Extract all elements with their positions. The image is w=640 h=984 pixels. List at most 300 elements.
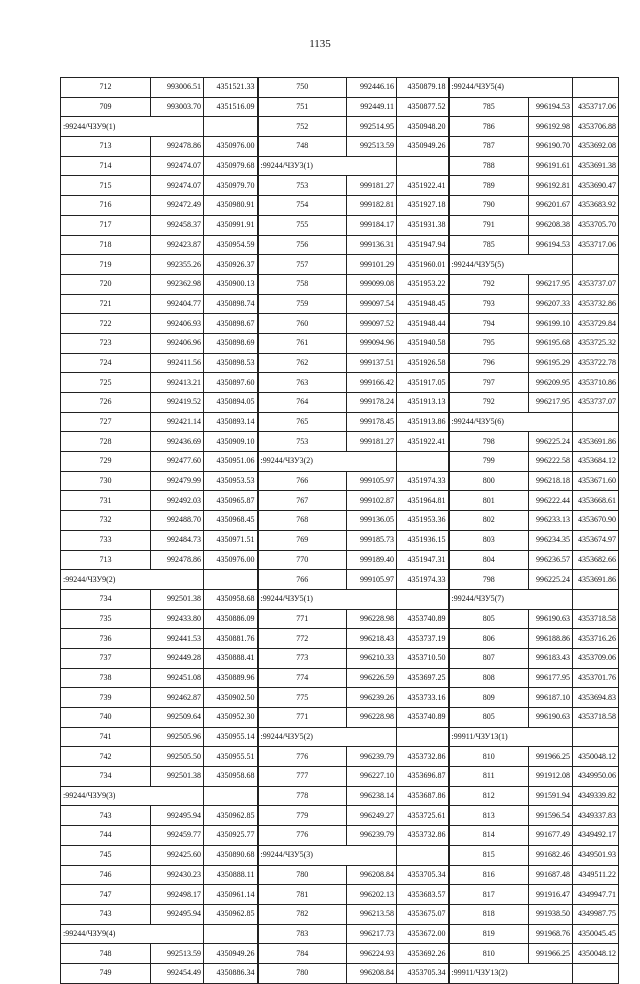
y-coordinate-cell: 4350888.41 <box>204 648 258 668</box>
point-number-cell: 805 <box>449 609 529 629</box>
y-coordinate-cell: 4350962.85 <box>204 806 258 826</box>
point-number-cell: 735 <box>61 609 151 629</box>
table-row <box>61 491 619 511</box>
y-coordinate-cell: 4351948.44 <box>397 314 449 334</box>
point-number-cell: 765 <box>258 412 347 432</box>
point-number-cell: 747 <box>61 885 151 905</box>
x-coordinate-cell: 992495.94 <box>151 806 204 826</box>
table-row <box>61 963 619 983</box>
x-coordinate-cell: 996208.38 <box>529 215 573 235</box>
point-number-cell: 720 <box>61 274 151 294</box>
y-coordinate-cell: 4349950.06 <box>573 767 619 787</box>
point-number-cell: 812 <box>449 786 529 806</box>
table-row <box>61 767 619 787</box>
y-coordinate-cell: 4353691.86 <box>573 570 619 590</box>
empty-cell <box>573 963 619 983</box>
x-coordinate-cell: 992513.59 <box>151 944 204 964</box>
y-coordinate-cell: 4353717.06 <box>573 97 619 117</box>
page-number: 1135 <box>309 38 331 50</box>
x-coordinate-cell: 996190.63 <box>529 708 573 728</box>
y-coordinate-cell: 4353740.89 <box>397 609 449 629</box>
y-coordinate-cell: 4353682.66 <box>573 550 619 570</box>
y-coordinate-cell: 4353697.25 <box>397 668 449 688</box>
y-coordinate-cell: 4353684.12 <box>573 452 619 472</box>
x-coordinate-cell: 992355.26 <box>151 255 204 275</box>
point-number-cell: 769 <box>258 530 347 550</box>
empty-cell <box>397 452 449 472</box>
point-number-cell: 813 <box>449 806 529 826</box>
point-number-cell: 754 <box>258 196 347 216</box>
x-coordinate-cell: 996225.24 <box>529 570 573 590</box>
point-number-cell: 721 <box>61 294 151 314</box>
x-coordinate-cell: 999184.17 <box>347 215 397 235</box>
point-number-cell: 717 <box>61 215 151 235</box>
y-coordinate-cell: 4350925.77 <box>204 826 258 846</box>
point-number-cell: 788 <box>449 156 529 176</box>
table-row <box>61 904 619 924</box>
table-row <box>61 471 619 491</box>
empty-cell <box>397 156 449 176</box>
x-coordinate-cell: 996217.95 <box>529 274 573 294</box>
point-number-cell: 764 <box>258 393 347 413</box>
point-number-cell: 806 <box>449 629 529 649</box>
x-coordinate-cell: 992474.07 <box>151 176 204 196</box>
point-number-cell: 792 <box>449 274 529 294</box>
x-coordinate-cell: 996188.86 <box>529 629 573 649</box>
table-row <box>61 648 619 668</box>
y-coordinate-cell: 4353709.06 <box>573 648 619 668</box>
point-number-cell: 713 <box>61 550 151 570</box>
point-number-cell: 801 <box>449 491 529 511</box>
x-coordinate-cell: 992492.03 <box>151 491 204 511</box>
y-coordinate-cell: 4350962.85 <box>204 904 258 924</box>
y-coordinate-cell: 4351913.86 <box>397 412 449 432</box>
point-number-cell: 776 <box>258 747 347 767</box>
table-row <box>61 452 619 472</box>
y-coordinate-cell: 4349947.71 <box>573 885 619 905</box>
y-coordinate-cell: 4353672.00 <box>397 924 449 944</box>
point-number-cell: 810 <box>449 944 529 964</box>
y-coordinate-cell: 4350980.91 <box>204 196 258 216</box>
table-row <box>61 137 619 157</box>
table-row <box>61 78 619 98</box>
y-coordinate-cell: 4350898.53 <box>204 353 258 373</box>
parcel-label-cell: :99244/ЧЗУ9(2) <box>61 570 204 590</box>
y-coordinate-cell: 4351974.33 <box>397 471 449 491</box>
x-coordinate-cell: 996236.57 <box>529 550 573 570</box>
y-coordinate-cell: 4353683.92 <box>573 196 619 216</box>
point-number-cell: 773 <box>258 648 347 668</box>
y-coordinate-cell: 4350965.87 <box>204 491 258 511</box>
x-coordinate-cell: 992513.59 <box>347 137 397 157</box>
parcel-label-cell: :99244/ЧЗУ5(7) <box>449 589 573 609</box>
y-coordinate-cell: 4350898.69 <box>204 333 258 353</box>
table-row <box>61 727 619 747</box>
point-number-cell: 759 <box>258 294 347 314</box>
table-row <box>61 708 619 728</box>
x-coordinate-cell: 991938.50 <box>529 904 573 924</box>
point-number-cell: 715 <box>61 176 151 196</box>
point-number-cell: 718 <box>61 235 151 255</box>
y-coordinate-cell: 4350045.45 <box>573 924 619 944</box>
point-number-cell: 776 <box>258 826 347 846</box>
point-number-cell: 795 <box>449 333 529 353</box>
x-coordinate-cell: 996239.79 <box>347 826 397 846</box>
point-number-cell: 742 <box>61 747 151 767</box>
x-coordinate-cell: 991687.48 <box>529 865 573 885</box>
table-row <box>61 333 619 353</box>
x-coordinate-cell: 996222.44 <box>529 491 573 511</box>
point-number-cell: 757 <box>258 255 347 275</box>
parcel-label-cell: :99244/ЧЗУ5(4) <box>449 78 573 98</box>
point-number-cell: 760 <box>258 314 347 334</box>
y-coordinate-cell: 4353710.50 <box>397 648 449 668</box>
table-row <box>61 176 619 196</box>
point-number-cell: 744 <box>61 826 151 846</box>
point-number-cell: 817 <box>449 885 529 905</box>
x-coordinate-cell: 992478.86 <box>151 137 204 157</box>
y-coordinate-cell: 4353705.34 <box>397 865 449 885</box>
table-row <box>61 786 619 806</box>
x-coordinate-cell: 992509.64 <box>151 708 204 728</box>
table-row <box>61 845 619 865</box>
x-coordinate-cell: 992441.53 <box>151 629 204 649</box>
y-coordinate-cell: 4351931.38 <box>397 215 449 235</box>
point-number-cell: 763 <box>258 373 347 393</box>
y-coordinate-cell: 4350976.00 <box>204 550 258 570</box>
x-coordinate-cell: 999097.52 <box>347 314 397 334</box>
y-coordinate-cell: 4350902.50 <box>204 688 258 708</box>
parcel-label-cell: :99244/ЧЗУ3(2) <box>258 452 397 472</box>
x-coordinate-cell: 992451.08 <box>151 668 204 688</box>
parcel-label-cell: :99244/ЧЗУ5(2) <box>258 727 397 747</box>
x-coordinate-cell: 992411.56 <box>151 353 204 373</box>
x-coordinate-cell: 999185.73 <box>347 530 397 550</box>
x-coordinate-cell: 992477.60 <box>151 452 204 472</box>
x-coordinate-cell: 996234.35 <box>529 530 573 550</box>
point-number-cell: 752 <box>258 117 347 137</box>
x-coordinate-cell: 992404.77 <box>151 294 204 314</box>
point-number-cell: 808 <box>449 668 529 688</box>
point-number-cell: 743 <box>61 806 151 826</box>
y-coordinate-cell: 4353725.32 <box>573 333 619 353</box>
y-coordinate-cell: 4350948.20 <box>397 117 449 137</box>
x-coordinate-cell: 992433.80 <box>151 609 204 629</box>
y-coordinate-cell: 4350886.09 <box>204 609 258 629</box>
x-coordinate-cell: 996213.58 <box>347 904 397 924</box>
y-coordinate-cell: 4350953.53 <box>204 471 258 491</box>
table-row <box>61 589 619 609</box>
y-coordinate-cell: 4350877.52 <box>397 97 449 117</box>
point-number-cell: 798 <box>449 570 529 590</box>
point-number-cell: 804 <box>449 550 529 570</box>
parcel-label-cell: :99244/ЧЗУ9(1) <box>61 117 204 137</box>
y-coordinate-cell: 4353732.86 <box>573 294 619 314</box>
y-coordinate-cell: 4353683.57 <box>397 885 449 905</box>
point-number-cell: 739 <box>61 688 151 708</box>
table-row <box>61 255 619 275</box>
y-coordinate-cell: 4350958.68 <box>204 589 258 609</box>
y-coordinate-cell: 4350909.10 <box>204 432 258 452</box>
point-number-cell: 746 <box>61 865 151 885</box>
y-coordinate-cell: 4350955.14 <box>204 727 258 747</box>
y-coordinate-cell: 4350951.06 <box>204 452 258 472</box>
point-number-cell: 783 <box>258 924 347 944</box>
y-coordinate-cell: 4351953.36 <box>397 511 449 531</box>
table-row <box>61 97 619 117</box>
point-number-cell: 756 <box>258 235 347 255</box>
y-coordinate-cell: 4351960.01 <box>397 255 449 275</box>
y-coordinate-cell: 4350971.51 <box>204 530 258 550</box>
x-coordinate-cell: 992419.52 <box>151 393 204 413</box>
y-coordinate-cell: 4353705.34 <box>397 963 449 983</box>
parcel-label-cell: :99911/ЧЗУ13(1) <box>449 727 573 747</box>
x-coordinate-cell: 996187.10 <box>529 688 573 708</box>
table-row <box>61 393 619 413</box>
coordinates-table <box>60 77 619 984</box>
empty-cell <box>204 924 258 944</box>
x-coordinate-cell: 992501.38 <box>151 767 204 787</box>
point-number-cell: 750 <box>258 78 347 98</box>
y-coordinate-cell: 4353670.90 <box>573 511 619 531</box>
x-coordinate-cell: 991966.25 <box>529 944 573 964</box>
y-coordinate-cell: 4350949.26 <box>204 944 258 964</box>
table-row <box>61 609 619 629</box>
table-row <box>61 314 619 334</box>
table-row <box>61 668 619 688</box>
y-coordinate-cell: 4350968.45 <box>204 511 258 531</box>
x-coordinate-cell: 996210.33 <box>347 648 397 668</box>
y-coordinate-cell: 4353733.16 <box>397 688 449 708</box>
x-coordinate-cell: 992459.77 <box>151 826 204 846</box>
parcel-label-cell: :99244/ЧЗУ5(1) <box>258 589 397 609</box>
point-number-cell: 736 <box>61 629 151 649</box>
x-coordinate-cell: 999099.08 <box>347 274 397 294</box>
point-number-cell: 762 <box>258 353 347 373</box>
y-coordinate-cell: 4350958.68 <box>204 767 258 787</box>
x-coordinate-cell: 996228.98 <box>347 609 397 629</box>
y-coordinate-cell: 4350979.68 <box>204 156 258 176</box>
point-number-cell: 766 <box>258 570 347 590</box>
point-number-cell: 790 <box>449 196 529 216</box>
x-coordinate-cell: 992449.11 <box>347 97 397 117</box>
point-number-cell: 798 <box>449 432 529 452</box>
x-coordinate-cell: 991916.47 <box>529 885 573 905</box>
point-number-cell: 781 <box>258 885 347 905</box>
parcel-label-cell: :99244/ЧЗУ3(1) <box>258 156 397 176</box>
x-coordinate-cell: 992362.98 <box>151 274 204 294</box>
y-coordinate-cell: 4353725.61 <box>397 806 449 826</box>
point-number-cell: 809 <box>449 688 529 708</box>
point-number-cell: 714 <box>61 156 151 176</box>
x-coordinate-cell: 992458.37 <box>151 215 204 235</box>
point-number-cell: 792 <box>449 393 529 413</box>
parcel-label-cell: :99244/ЧЗУ9(4) <box>61 924 204 944</box>
x-coordinate-cell: 996192.81 <box>529 176 573 196</box>
point-number-cell: 777 <box>258 767 347 787</box>
x-coordinate-cell: 993006.51 <box>151 78 204 98</box>
x-coordinate-cell: 996227.10 <box>347 767 397 787</box>
y-coordinate-cell: 4349987.75 <box>573 904 619 924</box>
x-coordinate-cell: 996238.14 <box>347 786 397 806</box>
point-number-cell: 818 <box>449 904 529 924</box>
x-coordinate-cell: 996190.63 <box>529 609 573 629</box>
point-number-cell: 785 <box>449 235 529 255</box>
point-number-cell: 713 <box>61 137 151 157</box>
y-coordinate-cell: 4350889.96 <box>204 668 258 688</box>
point-number-cell: 816 <box>449 865 529 885</box>
x-coordinate-cell: 996201.67 <box>529 196 573 216</box>
y-coordinate-cell: 4353668.61 <box>573 491 619 511</box>
x-coordinate-cell: 996228.98 <box>347 708 397 728</box>
empty-cell <box>573 727 619 747</box>
x-coordinate-cell: 992423.87 <box>151 235 204 255</box>
table-row <box>61 550 619 570</box>
table-row <box>61 156 619 176</box>
table-row <box>61 806 619 826</box>
x-coordinate-cell: 999102.87 <box>347 491 397 511</box>
parcel-label-cell: :99244/ЧЗУ5(5) <box>449 255 573 275</box>
y-coordinate-cell: 4350976.00 <box>204 137 258 157</box>
point-number-cell: 743 <box>61 904 151 924</box>
y-coordinate-cell: 4351940.58 <box>397 333 449 353</box>
x-coordinate-cell: 999189.40 <box>347 550 397 570</box>
point-number-cell: 791 <box>449 215 529 235</box>
x-coordinate-cell: 996192.98 <box>529 117 573 137</box>
y-coordinate-cell: 4353694.83 <box>573 688 619 708</box>
x-coordinate-cell: 996249.27 <box>347 806 397 826</box>
y-coordinate-cell: 4351947.94 <box>397 235 449 255</box>
y-coordinate-cell: 4353717.06 <box>573 235 619 255</box>
x-coordinate-cell: 992425.60 <box>151 845 204 865</box>
y-coordinate-cell: 4353732.86 <box>397 826 449 846</box>
y-coordinate-cell: 4351922.41 <box>397 176 449 196</box>
x-coordinate-cell: 991912.08 <box>529 767 573 787</box>
table-row <box>61 629 619 649</box>
y-coordinate-cell: 4350890.68 <box>204 845 258 865</box>
x-coordinate-cell: 996233.13 <box>529 511 573 531</box>
y-coordinate-cell: 4350886.34 <box>204 963 258 983</box>
y-coordinate-cell: 4351964.81 <box>397 491 449 511</box>
x-coordinate-cell: 999101.29 <box>347 255 397 275</box>
y-coordinate-cell: 4351927.18 <box>397 196 449 216</box>
empty-cell <box>204 786 258 806</box>
y-coordinate-cell: 4353690.47 <box>573 176 619 196</box>
x-coordinate-cell: 996222.58 <box>529 452 573 472</box>
parcel-label-cell: :99244/ЧЗУ9(3) <box>61 786 204 806</box>
y-coordinate-cell: 4353737.07 <box>573 393 619 413</box>
table-row <box>61 412 619 432</box>
x-coordinate-cell: 991968.76 <box>529 924 573 944</box>
point-number-cell: 778 <box>258 786 347 806</box>
table-row <box>61 353 619 373</box>
x-coordinate-cell: 999136.31 <box>347 235 397 255</box>
x-coordinate-cell: 992505.96 <box>151 727 204 747</box>
point-number-cell: 775 <box>258 688 347 708</box>
empty-cell <box>204 570 258 590</box>
point-number-cell: 814 <box>449 826 529 846</box>
x-coordinate-cell: 996224.93 <box>347 944 397 964</box>
x-coordinate-cell: 996207.33 <box>529 294 573 314</box>
point-number-cell: 748 <box>61 944 151 964</box>
y-coordinate-cell: 4353722.78 <box>573 353 619 373</box>
y-coordinate-cell: 4350900.13 <box>204 274 258 294</box>
x-coordinate-cell: 991682.46 <box>529 845 573 865</box>
x-coordinate-cell: 996195.29 <box>529 353 573 373</box>
point-number-cell: 774 <box>258 668 347 688</box>
y-coordinate-cell: 4353691.86 <box>573 432 619 452</box>
y-coordinate-cell: 4349501.93 <box>573 845 619 865</box>
point-number-cell: 723 <box>61 333 151 353</box>
x-coordinate-cell: 992413.21 <box>151 373 204 393</box>
parcel-label-cell: :99911/ЧЗУ13(2) <box>449 963 573 983</box>
y-coordinate-cell: 4353674.97 <box>573 530 619 550</box>
point-number-cell: 767 <box>258 491 347 511</box>
point-number-cell: 741 <box>61 727 151 747</box>
x-coordinate-cell: 999166.42 <box>347 373 397 393</box>
table-row <box>61 511 619 531</box>
table-row <box>61 747 619 767</box>
x-coordinate-cell: 996218.18 <box>529 471 573 491</box>
point-number-cell: 771 <box>258 609 347 629</box>
x-coordinate-cell: 996183.43 <box>529 648 573 668</box>
y-coordinate-cell: 4350954.59 <box>204 235 258 255</box>
empty-cell <box>573 255 619 275</box>
y-coordinate-cell: 4353740.89 <box>397 708 449 728</box>
x-coordinate-cell: 991677.49 <box>529 826 573 846</box>
x-coordinate-cell: 999182.81 <box>347 196 397 216</box>
y-coordinate-cell: 4353732.86 <box>397 747 449 767</box>
point-number-cell: 726 <box>61 393 151 413</box>
point-number-cell: 800 <box>449 471 529 491</box>
y-coordinate-cell: 4350979.70 <box>204 176 258 196</box>
point-number-cell: 753 <box>258 432 347 452</box>
x-coordinate-cell: 992446.16 <box>347 78 397 98</box>
point-number-cell: 730 <box>61 471 151 491</box>
y-coordinate-cell: 4353737.07 <box>573 274 619 294</box>
y-coordinate-cell: 4350893.14 <box>204 412 258 432</box>
y-coordinate-cell: 4353710.86 <box>573 373 619 393</box>
point-number-cell: 732 <box>61 511 151 531</box>
y-coordinate-cell: 4353718.58 <box>573 609 619 629</box>
y-coordinate-cell: 4350881.76 <box>204 629 258 649</box>
y-coordinate-cell: 4350879.18 <box>397 78 449 98</box>
y-coordinate-cell: 4350952.30 <box>204 708 258 728</box>
y-coordinate-cell: 4353675.07 <box>397 904 449 924</box>
point-number-cell: 731 <box>61 491 151 511</box>
point-number-cell: 712 <box>61 78 151 98</box>
x-coordinate-cell: 992484.73 <box>151 530 204 550</box>
point-number-cell: 780 <box>258 865 347 885</box>
y-coordinate-cell: 4351521.33 <box>204 78 258 98</box>
x-coordinate-cell: 999094.96 <box>347 333 397 353</box>
y-coordinate-cell: 4350048.12 <box>573 747 619 767</box>
y-coordinate-cell: 4353705.70 <box>573 215 619 235</box>
table-row <box>61 885 619 905</box>
x-coordinate-cell: 996226.59 <box>347 668 397 688</box>
table-row <box>61 688 619 708</box>
x-coordinate-cell: 999105.97 <box>347 570 397 590</box>
table-row <box>61 215 619 235</box>
y-coordinate-cell: 4351913.13 <box>397 393 449 413</box>
x-coordinate-cell: 996239.79 <box>347 747 397 767</box>
x-coordinate-cell: 992495.94 <box>151 904 204 924</box>
y-coordinate-cell: 4350898.67 <box>204 314 258 334</box>
x-coordinate-cell: 996239.26 <box>347 688 397 708</box>
y-coordinate-cell: 4350949.26 <box>397 137 449 157</box>
table-row <box>61 274 619 294</box>
y-coordinate-cell: 4353671.60 <box>573 471 619 491</box>
